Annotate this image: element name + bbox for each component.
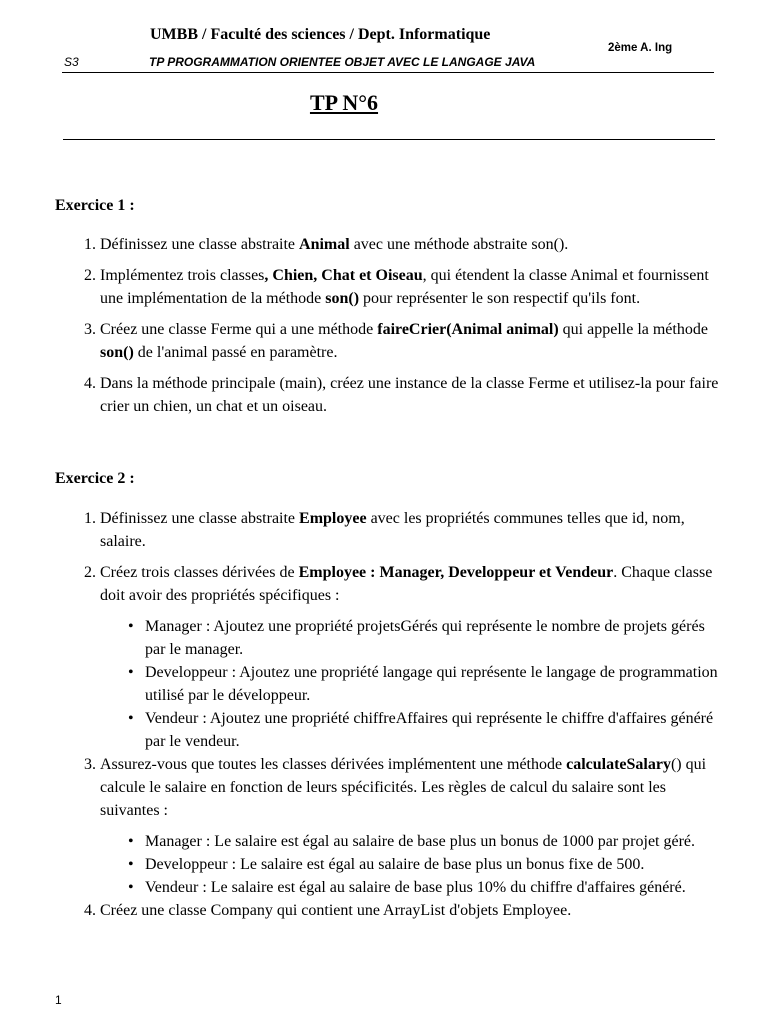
exercise-1-heading: Exercice 1 : bbox=[55, 197, 135, 214]
list-item: 3. Créez une classe Ferme qui a une méthode faireCrier(Animal animal) qui appelle la méthode son() de l'animal passé en paramètre. bbox=[100, 318, 725, 364]
list-item: 2. Implémentez trois classes, Chien, Chat et Oiseau, qui étendent la classe Animal et fournissent une implémentation de la méthode son() pour représenter le son respectif qu'ils font. bbox=[100, 264, 725, 310]
list-item: 1. Définissez une classe abstraite Employee avec les propriétés communes telles que id, nom, salaire. bbox=[100, 507, 725, 553]
bullet-item: • Developpeur : Le salaire est égal au salaire de base plus un bonus fixe de 500. bbox=[145, 853, 725, 876]
exercise-1-list bbox=[55, 233, 725, 426]
bullet-list bbox=[100, 830, 725, 899]
header-institution: UMBB / Faculté des sciences / Dept. Informatique bbox=[150, 26, 491, 43]
list-item: 4. Créez une classe Company qui contient une ArrayList d'objets Employee. bbox=[100, 899, 725, 922]
list-item: 3. Assurez-vous que toutes les classes dérivées implémentent une méthode calculateSalary() qui calcule le salaire en fonction de leurs spécificités. Les règles de calcul du salaire sont les suivantes : • Manager : Le salaire est égal au salaire de base plus un bonus de 1000 par projet géré. • Developpeur : Le salaire est égal au salaire de base plus un bonus fixe de 500. • Vendeur : Le salaire est égal au salaire de base plus 10% du chiffre d'affaires généré. bbox=[100, 753, 725, 899]
bullet-item: • Manager : Le salaire est égal au salaire de base plus un bonus de 1000 par projet géré. bbox=[145, 830, 725, 853]
page-number: 1 bbox=[55, 993, 62, 1007]
bullet-item: • Developpeur : Ajoutez une propriété langage qui représente le langage de programmation utilisé par le développeur. bbox=[145, 661, 725, 707]
exercise-2-list bbox=[55, 507, 725, 930]
bullet-item: • Vendeur : Le salaire est égal au salaire de base plus 10% du chiffre d'affaires généré. bbox=[145, 876, 725, 899]
list-item: 2. Créez trois classes dérivées de Employee : Manager, Developpeur et Vendeur. Chaque classe doit avoir des propriétés spécifiques : • Manager : Ajoutez une propriété projetsGérés qui représente le nombre de projets gérés par le manager. • Developpeur : Ajoutez une propriété langage qui représente le langage de programmation utilisé par le développeur. • Vendeur : Ajoutez une propriété chiffreAffaires qui représente le chiffre d'affaires généré par le vendeur. bbox=[100, 561, 725, 753]
header-divider bbox=[62, 72, 714, 73]
title-divider bbox=[63, 139, 715, 140]
list-item: 4. Dans la méthode principale (main), créez une instance de la classe Ferme et utilisez-la pour faire crier un chien, un chat et un oiseau. bbox=[100, 372, 725, 418]
exercise-2-heading: Exercice 2 : bbox=[55, 470, 135, 487]
bullet-list bbox=[100, 615, 725, 753]
list-item: 1. Définissez une classe abstraite Animal avec une méthode abstraite son(). bbox=[100, 233, 725, 256]
bullet-item: • Manager : Ajoutez une propriété projetsGérés qui représente le nombre de projets gérés par le manager. bbox=[145, 615, 725, 661]
header-level: 2ème A. Ing bbox=[608, 42, 673, 54]
header-course: TP PROGRAMMATION ORIENTEE OBJET AVEC LE LANGAGE JAVA bbox=[149, 55, 536, 69]
header-semester: S3 bbox=[64, 55, 79, 69]
bullet-item: • Vendeur : Ajoutez une propriété chiffreAffaires qui représente le chiffre d'affaires généré par le vendeur. bbox=[145, 707, 725, 753]
page-title: TP N°6 bbox=[309, 90, 379, 115]
